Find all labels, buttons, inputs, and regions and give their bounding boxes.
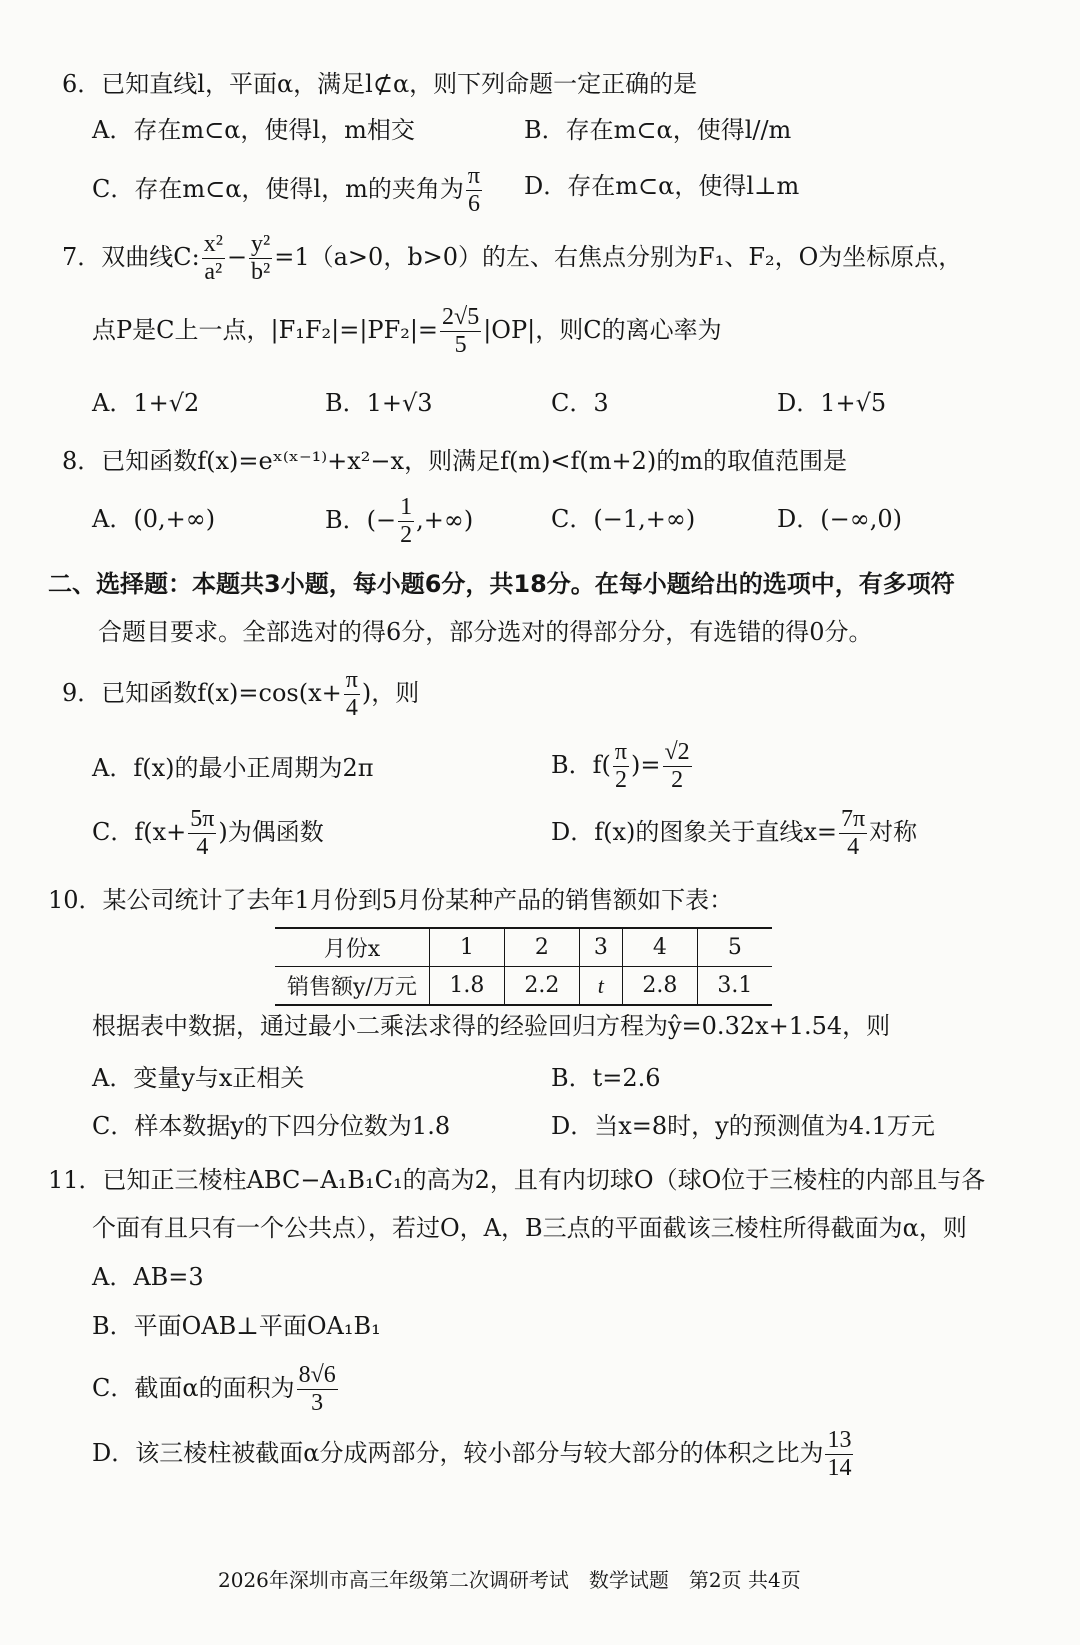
fraction-denominator: a² bbox=[204, 259, 223, 286]
q8-option-d: D．(−∞,0) bbox=[777, 505, 902, 533]
q9-number: 9． bbox=[62, 679, 102, 708]
page-footer: 2026年深圳市高三年级第二次调研考试 数学试题 第2页 共4页 bbox=[218, 1568, 801, 1592]
q6-option-c-fraction bbox=[466, 164, 482, 217]
q7-stem bbox=[62, 232, 962, 285]
table-header-cell: 月份x bbox=[275, 928, 429, 967]
q10-option-a: A．变量y与x正相关 bbox=[92, 1064, 305, 1092]
fraction-denominator: 4 bbox=[345, 695, 358, 722]
q6-stem-text: 已知直线l，平面α，满足l⊄α，则下列命题一定正确的是 bbox=[101, 70, 698, 98]
q11-option-b: B．平面OAB⊥平面OA₁B₁ bbox=[92, 1312, 381, 1340]
q11-stem bbox=[48, 1168, 985, 1192]
table-header-cell: 销售额y/万元 bbox=[275, 967, 429, 1006]
fraction-numerator: 5π bbox=[188, 807, 216, 834]
q11-option-d-fraction bbox=[825, 1428, 853, 1481]
q10-number: 10． bbox=[48, 886, 103, 914]
q7-stem-b: =1（a>0，b>0）的左、右焦点分别为F₁、F₂，O为坐标原点， bbox=[274, 243, 963, 272]
q9-option-c-b: )为偶函数 bbox=[218, 818, 324, 847]
q7-minus: − bbox=[226, 243, 248, 272]
fraction-denominator: 6 bbox=[467, 191, 480, 218]
fraction-numerator: x² bbox=[202, 232, 225, 259]
q7-option-d: D．1+√5 bbox=[777, 389, 887, 417]
q8-option-b-a: B．(− bbox=[325, 506, 397, 535]
fraction-numerator: 1 bbox=[398, 495, 414, 522]
q11-option-c-fraction bbox=[297, 1363, 338, 1416]
q9-option-b-fraction1 bbox=[613, 740, 629, 793]
q8-option-b bbox=[325, 495, 473, 548]
table-cell: 1.8 bbox=[429, 967, 504, 1006]
q9-option-d-fraction bbox=[839, 807, 867, 860]
sales-table bbox=[275, 927, 772, 1006]
q11-option-c bbox=[92, 1363, 340, 1416]
q7-line2-b: |OP|，则C的离心率为 bbox=[483, 316, 722, 345]
fraction-numerator: π bbox=[613, 740, 629, 767]
q9-stem-a: 已知函数f(x)=cos(x+ bbox=[101, 679, 342, 708]
q10-option-c: C．样本数据y的下四分位数为1.8 bbox=[92, 1112, 451, 1140]
q9-stem bbox=[62, 668, 419, 721]
fraction-denominator: 2 bbox=[614, 767, 627, 794]
fraction-numerator: π bbox=[344, 668, 360, 695]
section2-heading: 二、选择题：本题共3小题，每小题6分，共18分。在每小题给出的选项中，有多项符 bbox=[48, 570, 955, 598]
q9-option-b-a: B．f( bbox=[551, 751, 611, 780]
table-row bbox=[275, 967, 772, 1006]
fraction-numerator: π bbox=[466, 164, 482, 191]
q11-option-d-a: D．该三棱柱被截面α分成两部分，较小部分与较大部分的体积之比为 bbox=[92, 1439, 824, 1468]
q10-option-b: B．t=2.6 bbox=[551, 1064, 661, 1092]
q6-option-d: D．存在m⊂α，使得l⊥m bbox=[524, 172, 800, 200]
q10-line2: 根据表中数据，通过最小二乘法求得的经验回归方程为ŷ=0.32x+1.54，则 bbox=[92, 1012, 891, 1040]
table-cell: 4 bbox=[622, 928, 697, 967]
q9-option-d bbox=[551, 807, 917, 860]
table-row bbox=[275, 928, 772, 967]
q8-option-c: C．(−1,+∞) bbox=[551, 505, 696, 533]
q8-number: 8． bbox=[62, 447, 102, 475]
fraction-numerator: 8√6 bbox=[297, 1363, 338, 1390]
q7-line2 bbox=[92, 305, 722, 358]
fraction-denominator: 4 bbox=[847, 834, 860, 861]
table-cell: 5 bbox=[697, 928, 772, 967]
table-cell: 2.8 bbox=[622, 967, 697, 1006]
q11-option-a: A．AB=3 bbox=[92, 1263, 204, 1291]
q9-option-d-b: 对称 bbox=[869, 818, 918, 847]
table-cell: 3.1 bbox=[697, 967, 772, 1006]
q7-option-b: B．1+√3 bbox=[325, 389, 433, 417]
table-cell: 2.2 bbox=[504, 967, 579, 1006]
q6-option-c bbox=[92, 164, 484, 217]
q8-stem-text: 已知函数f(x)=eˣ⁽ˣ⁻¹⁾+x²−x，则满足f(m)<f(m+2)的m的取值范围是 bbox=[101, 447, 848, 475]
fraction-denominator: b² bbox=[251, 259, 271, 286]
table-cell: t bbox=[579, 967, 622, 1006]
q9-option-a: A．f(x)的最小正周期为2π bbox=[92, 754, 374, 782]
q11-option-c-a: C．截面α的面积为 bbox=[92, 1374, 295, 1403]
q7-option-c: C．3 bbox=[551, 389, 609, 417]
section2-heading-line2: 合题目要求。全部选对的得6分，部分选对的得部分分，有选错的得0分。 bbox=[98, 618, 873, 646]
table-cell: 3 bbox=[579, 928, 622, 967]
q6-option-a: A．存在m⊂α，使得l，m相交 bbox=[92, 116, 415, 144]
q8-option-b-fraction bbox=[398, 495, 414, 548]
fraction-denominator: 14 bbox=[827, 1455, 852, 1482]
q9-option-b-fraction2 bbox=[663, 740, 692, 793]
q11-line2: 个面有且只有一个公共点），若过O，A，B三点的平面截该三棱柱所得截面为α，则 bbox=[92, 1214, 967, 1242]
q7-line2-fraction bbox=[440, 305, 481, 358]
fraction-numerator: 7π bbox=[839, 807, 867, 834]
q6-number: 6． bbox=[62, 70, 102, 98]
q9-option-d-a: D．f(x)的图象关于直线x= bbox=[551, 818, 838, 847]
q6-option-b: B．存在m⊂α，使得l//m bbox=[524, 116, 792, 144]
fraction-denominator: 2 bbox=[671, 767, 684, 794]
q10-stem bbox=[48, 888, 733, 912]
q11-number: 11． bbox=[48, 1166, 103, 1194]
fraction-denominator: 5 bbox=[454, 332, 467, 359]
q10-stem-text: 某公司统计了去年1月份到5月份某种产品的销售额如下表： bbox=[102, 886, 734, 914]
q11-option-d bbox=[92, 1428, 855, 1481]
q11-stem-text: 已知正三棱柱ABC−A₁B₁C₁的高为2，且有内切球O（球O位于三棱柱的内部且与各 bbox=[102, 1166, 986, 1194]
fraction-numerator: 13 bbox=[825, 1428, 853, 1455]
q9-option-c bbox=[92, 807, 324, 860]
q9-stem-fraction bbox=[344, 668, 360, 721]
q9-option-c-fraction bbox=[188, 807, 216, 860]
fraction-numerator: y² bbox=[249, 232, 272, 259]
fraction-numerator: √2 bbox=[663, 740, 692, 767]
q9-option-b bbox=[551, 740, 694, 793]
fraction-numerator: 2√5 bbox=[440, 305, 481, 332]
q8-stem bbox=[62, 449, 847, 473]
q7-fraction-x bbox=[202, 232, 225, 285]
q7-stem-a: 双曲线C: bbox=[101, 243, 200, 272]
fraction-denominator: 2 bbox=[400, 522, 413, 549]
q10-option-d: D．当x=8时，y的预测值为4.1万元 bbox=[551, 1112, 935, 1140]
q6-stem bbox=[62, 72, 697, 96]
q8-option-a: A．(0,+∞) bbox=[92, 505, 216, 533]
q9-stem-b: )，则 bbox=[361, 679, 420, 708]
q6-option-c-text: C．存在m⊂α，使得l，m的夹角为 bbox=[92, 175, 464, 204]
q9-option-b-mid: )= bbox=[631, 751, 661, 780]
q9-option-c-a: C．f(x+ bbox=[92, 818, 187, 847]
table-cell: 1 bbox=[429, 928, 504, 967]
table-cell: 2 bbox=[504, 928, 579, 967]
fraction-denominator: 4 bbox=[196, 834, 209, 861]
fraction-denominator: 3 bbox=[311, 1390, 324, 1417]
q7-option-a: A．1+√2 bbox=[92, 389, 200, 417]
q7-line2-a: 点P是C上一点，|F₁F₂|=|PF₂|= bbox=[92, 316, 439, 345]
q8-option-b-b: ,+∞) bbox=[416, 506, 474, 535]
q7-number: 7． bbox=[62, 243, 102, 272]
q7-fraction-y bbox=[249, 232, 272, 285]
